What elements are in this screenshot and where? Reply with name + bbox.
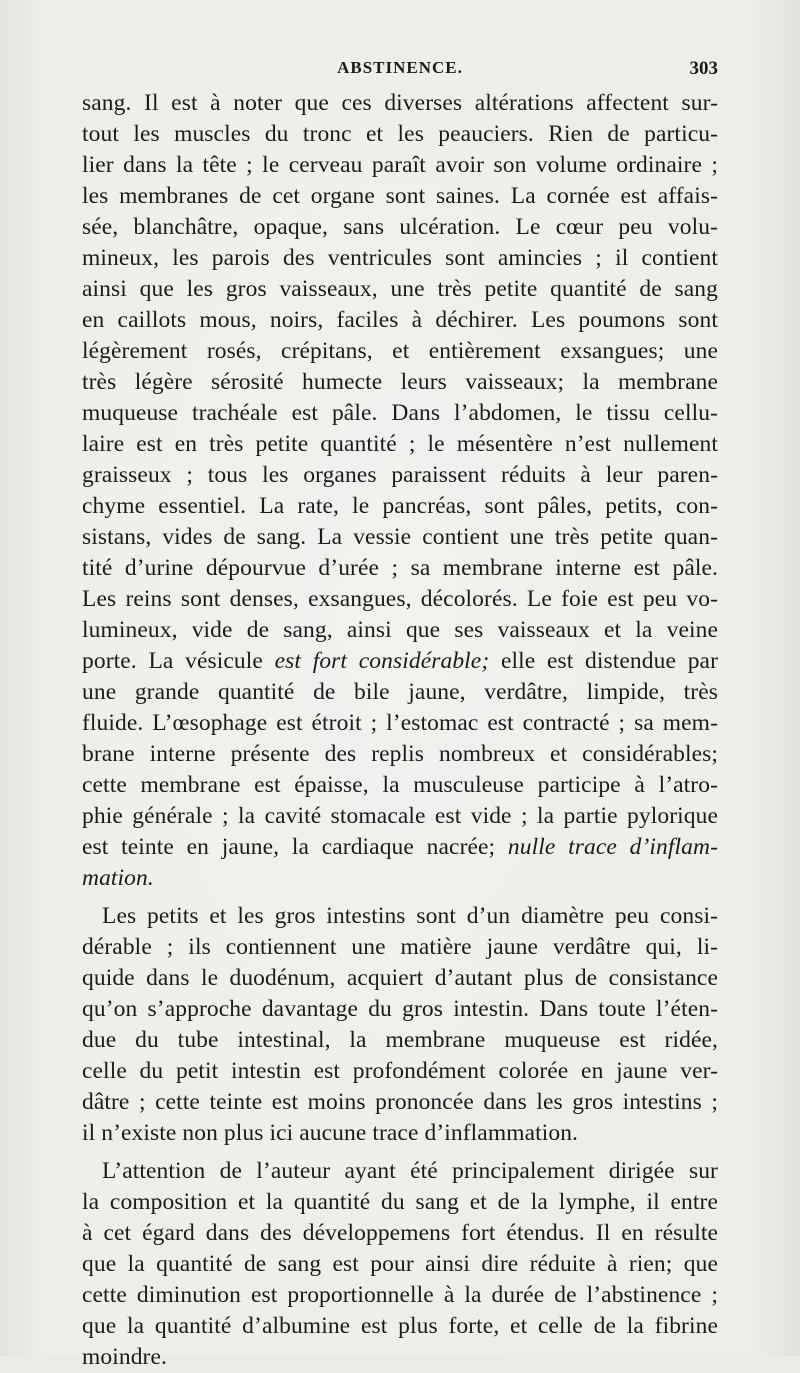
text-line: que la quantité d’albumine est plus forte, et celle de la fibrine <box>82 1313 718 1339</box>
text-line: sang. Il est à noter que ces diverses altérations affectent sur- <box>82 90 718 116</box>
text-run: est teinte en jaune, la cardiaque nacrée; <box>82 834 508 860</box>
text-line: graisseux ; tous les organes paraissent réduits à leur paren- <box>82 462 718 488</box>
text-line: légèrement rosés, crépitans, et entièrement exsangues; une <box>82 338 718 364</box>
text-line: tité d’urine dépourvue d’urée ; sa membrane interne est pâle. <box>82 555 718 581</box>
text-line: phie générale ; la cavité stomacale est vide ; la partie pylorique <box>82 803 718 829</box>
text-line: que la quantité de sang est pour ainsi dire réduite à rien; que <box>82 1251 718 1277</box>
text-line: il n’existe non plus ici aucune trace d’inflammation. <box>82 1120 579 1146</box>
text-line: dâtre ; cette teinte est moins prononcée dans les gros intestins ; <box>82 1089 718 1115</box>
text-run: porte. La vésicule <box>82 648 275 674</box>
italic-text-run: est fort considérable; <box>274 648 490 674</box>
page-number: 303 <box>689 58 718 79</box>
text-line: L’attention de l’auteur ayant été principalement dirigée sur <box>102 1158 718 1184</box>
text-line: laire est en très petite quantité ; le mésentère n’est nullement <box>82 431 718 457</box>
text-line: muqueuse trachéale est pâle. Dans l’abdomen, le tissu cellu- <box>82 400 718 426</box>
paragraph <box>82 88 718 894</box>
body-text <box>82 88 718 1373</box>
text-line: celle du petit intestin est profondément colorée en jaune ver- <box>82 1058 718 1084</box>
paragraph <box>82 1156 718 1373</box>
italic-text-run: nulle trace d’inflam- <box>507 834 718 860</box>
text-line: Les reins sont denses, exsangues, décolorés. Le foie est peu vo- <box>82 586 718 612</box>
running-title: ABSTINENCE. <box>337 58 463 77</box>
text-line: mineux, les parois des ventricules sont amincies ; il contient <box>82 245 718 271</box>
text-line: fluide. L’œsophage est étroit ; l’estomac est contracté ; sa mem- <box>82 710 718 736</box>
paragraph <box>82 901 718 1149</box>
italic-text-run: mation. <box>82 865 154 891</box>
text-line: très légère sérosité humecte leurs vaisseaux; la membrane <box>82 369 718 395</box>
text-line: moindre. <box>82 1344 167 1370</box>
text-line: en caillots mous, noirs, faciles à déchirer. Les poumons sont <box>82 307 718 333</box>
paragraph-gap <box>82 1149 718 1156</box>
text-line: une grande quantité de bile jaune, verdâtre, limpide, très <box>82 679 718 705</box>
text-line: sistans, vides de sang. La vessie contient une très petite quan- <box>82 524 718 550</box>
text-line: à cet égard dans des développemens fort étendus. Il en résulte <box>82 1220 718 1246</box>
text-line <box>82 646 718 677</box>
text-line: tout les muscles du tronc et les peauciers. Rien de particu- <box>82 121 718 147</box>
text-line: dérable ; ils contiennent une matière jaune verdâtre qui, li- <box>82 934 718 960</box>
text-line <box>82 863 718 894</box>
text-line: brane interne présente des replis nombreux et considérables; <box>82 741 718 767</box>
text-line: qu’on s’approche davantage du gros intestin. Dans toute l’éten- <box>82 996 718 1022</box>
text-line: ainsi que les gros vaisseaux, une très petite quantité de sang <box>82 276 718 302</box>
text-line: les membranes de cet organe sont saines. La cornée est affais- <box>82 183 718 209</box>
text-line: due du tube intestinal, la membrane muqueuse est ridée, <box>82 1027 718 1053</box>
text-line: lumineux, vide de sang, ainsi que ses vaisseaux et la veine <box>82 617 718 643</box>
text-line: lier dans la tête ; le cerveau paraît avoir son volume ordinaire ; <box>82 152 718 178</box>
text-line: cette diminution est proportionnelle à la durée de l’abstinence ; <box>82 1282 718 1308</box>
text-line: quide dans le duodénum, acquiert d’autant plus de consistance <box>82 965 718 991</box>
text-line: cette membrane est épaisse, la musculeuse participe à l’atro- <box>82 772 718 798</box>
text-line: Les petits et les gros intestins sont d’un diamètre peu consi- <box>102 903 718 929</box>
text-line: sée, blanchâtre, opaque, sans ulcération. Le cœur peu volu- <box>82 214 718 240</box>
paragraph-gap <box>82 894 718 901</box>
text-line: la composition et la quantité du sang et de la lymphe, il entre <box>82 1189 718 1215</box>
text-run: elle est distendue par <box>489 648 718 674</box>
text-line: chyme essentiel. La rate, le pancréas, sont pâles, petits, con- <box>82 493 718 519</box>
page-header <box>82 58 718 88</box>
text-line <box>82 832 718 863</box>
